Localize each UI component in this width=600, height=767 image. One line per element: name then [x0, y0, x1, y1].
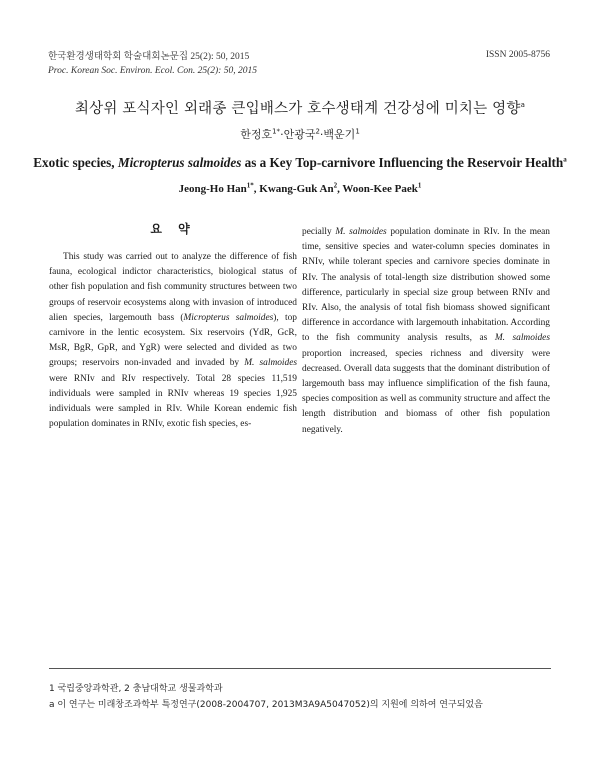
title-english-part2: as a Key Top-carnivore Influencing the Reservoir Health — [241, 155, 564, 170]
abstract-paragraph-continued — [302, 225, 550, 438]
abstract-right-column — [302, 225, 550, 438]
author-en-1: Jeong-Ho Han — [178, 183, 247, 195]
abstract-paragraph — [49, 250, 297, 432]
abstract-heading: 요 약 — [150, 222, 196, 236]
author-ko-separator: · — [280, 128, 284, 141]
title-english-footnote-mark: a — [563, 155, 567, 164]
journal-name-english: Proc. Korean Soc. Environ. Ecol. Con. 25(2): 50, 2015 — [48, 66, 257, 76]
author-ko-3: 백운기 — [323, 128, 356, 141]
species-name: Micropterus salmoides — [183, 312, 274, 323]
abstract-left-column — [49, 222, 297, 432]
footnote-affiliations: 1 국립중앙과학관, 2 충남대학교 생물과학과 — [49, 684, 223, 694]
footnote-divider — [49, 668, 551, 669]
species-name: M. salmoides — [335, 227, 387, 237]
title-english-part1: Exotic species, — [33, 155, 118, 170]
footnote-funding: a 이 연구는 미래창조과학부 특정연구(2008-2004707, 2013M3A9A5047052)의 지원에 의하여 연구되었음 — [49, 700, 483, 710]
abstract-text: proportion increased, species richness and diversity were decreased. Overall data suggests that the dominant distribution of largemouth bass may influence simplification of the fish fauna, species composition as well as community structure and affect the length distribution and biomass of other fish population negatively. — [302, 348, 550, 435]
abstract-text: population dominate in RIv. In the mean time, sensitive species and water-column species dominates in RNIv, while tolerant species and carnivore species dominate in RIv. The analysis of total-length size distribution showed some difference, particularly in special size group between RNIv and RIv. Also, the analysis of total fish biomass showed significant difference in accordance with largemouth inhabitation. According to the fish community analysis results, as — [302, 227, 550, 344]
author-ko-separator: · — [319, 128, 324, 141]
title-english — [0, 155, 600, 171]
abstract-text: were RNIv and RIv respectively. Total 28 species 11,519 individuals were sampled in RNIv whereas 19 species 1,925 individuals were sampled in RIv. While Korean endemic fish population dominates in RNIv, exotic fish species, es- — [49, 373, 297, 430]
author-en-3-affil: 1 — [417, 181, 422, 190]
author-ko-1: 한정호 — [240, 128, 273, 141]
journal-header — [48, 50, 257, 78]
species-name: M. salmoides — [244, 358, 298, 369]
author-ko-2: 안광국 — [283, 128, 316, 141]
abstract-text: This study was carried out to analyze the difference of fish fauna, ecological indictor characteristics, biological status of other fish population and fish community structures between two groups of reservoir ecosystems along with invasion of introduced alien species, largemouth bass ( — [49, 252, 297, 323]
species-name: M. salmoides — [494, 333, 550, 344]
author-ko-3-affil: 1 — [355, 127, 360, 136]
abstract-text: ), top carnivore in the lentic ecosystem. Six reservoirs (YdR, GcR, MsR, BgR, GpR, and YgR) were selected and divided as two groups; reservoirs non-invaded and invaded by — [49, 312, 297, 369]
author-en-1-affil: 1* — [246, 181, 254, 190]
author-en-2-affil: 2 — [333, 181, 338, 190]
title-korean — [0, 97, 600, 118]
authors-korean — [0, 126, 600, 142]
title-korean-text: 최상위 포식자인 외래종 큰입배스가 호수생태계 건강성에 미치는 영향 — [74, 101, 521, 117]
journal-name-korean: 한국환경생태학회 학술대회논문집 25(2): 50, 2015 — [48, 52, 250, 62]
issn: ISSN 2005-8756 — [485, 50, 550, 60]
title-english-species: Micropterus salmoides — [117, 155, 242, 170]
author-en-3: , Woon-Kee Paek — [337, 183, 418, 195]
title-korean-footnote-mark: a — [520, 101, 526, 110]
author-ko-1-affil: 1* — [272, 127, 281, 136]
authors-english — [0, 183, 600, 195]
author-ko-2-affil: 2 — [315, 127, 320, 136]
author-en-2: , Kwang-Guk An — [253, 183, 334, 195]
abstract-text: pecially — [302, 227, 336, 237]
